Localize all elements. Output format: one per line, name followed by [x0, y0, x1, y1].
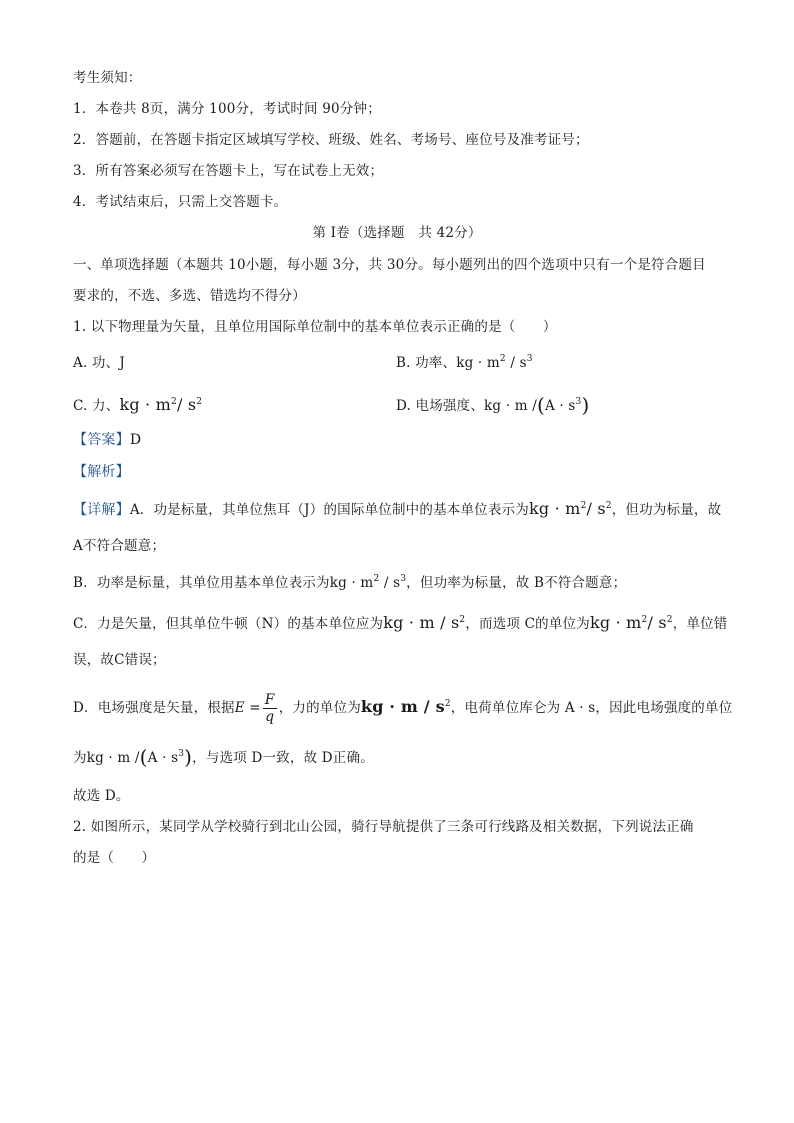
notice-item-3: 3．所有答案必须写在答题卡上，写在试卷上无效；	[73, 163, 384, 179]
option-d: D. 电场强度、kg · m $/(A \cdot s^3)$	[396, 393, 590, 417]
notice-item-4: 4．考试结束后，只需上交答题卡。	[73, 194, 288, 210]
analysis-label: 【解析】	[73, 464, 130, 480]
notice-heading: 考生须知：	[73, 70, 142, 86]
notice-item-2: 2．答题前，在答题卡指定区域填写学校、班级、姓名、考场号、座位号及准考证号；	[73, 132, 589, 148]
fraction-f-over-q: $\frac{F}{q}$	[264, 692, 275, 725]
option-c: C. 力、kg · $m^2/$ $s^2$	[73, 395, 203, 414]
detail-d-line-2: 为kg · m $/(A \cdot s^3)$，与选项 D一致，故 D正确。	[73, 745, 374, 769]
answer-line: 【答案】D	[73, 432, 142, 448]
detail-c-line-1: C．力是矢量，但其单位牛顿（N）的基本单位应为kg · m / $s^2$，而选项 C的单位为kg · $m^2/$ $s^2$，单位错	[73, 613, 728, 632]
notice-item-1: 1．本卷共 8页，满分 100分，考试时间 90分钟；	[73, 101, 381, 117]
part-title: 第 I卷（选择题 共 42分）	[312, 225, 482, 241]
detail-b: B．功率是标量，其单位用基本单位表示为kg · $m^2 / s^3$，但功率为标量，故 B不符合题意；	[73, 574, 627, 591]
question-2-line-1: 2. 如图所示，某同学从学校骑行到北山公园，骑行导航提供了三条可行线路及相关数据，下列说法正确	[73, 819, 694, 835]
detail-c-line-2: 误，故C错误；	[73, 652, 166, 668]
question-1-stem: 1. 以下物理量为矢量，且单位用国际单位制中的基本单位表示正确的是（ ）	[73, 319, 557, 335]
section-heading-line-2: 要求的，不选、多选、错选均不得分）	[73, 288, 306, 304]
conclusion: 故选 D。	[73, 788, 130, 804]
section-heading-line-1: 一、单项选择题（本题共 10小题，每小题 3分，共 30分。每小题列出的四个选项中只有一个是符合题目	[73, 257, 706, 273]
detail-a-line-2: A不符合题意；	[73, 538, 166, 554]
option-a: A. 功、J	[73, 355, 125, 371]
detail-d-line-1: D．电场强度是矢量，根据E = $\frac{F}{q}$ ，力的单位为kg · m / $s^2$，电荷单位库仑为 A · s，因此电场强度的单位	[73, 692, 733, 725]
option-b: B. 功率、kg · $m^2 / s^3$	[396, 354, 533, 371]
question-2-line-2: 的是（ ）	[73, 850, 156, 866]
detail-a-line-1: 【详解】A．功是标量，其单位焦耳（J）的国际单位制中的基本单位表示为kg · $m^2/$ $s^2$，但功为标量，故	[73, 499, 722, 518]
